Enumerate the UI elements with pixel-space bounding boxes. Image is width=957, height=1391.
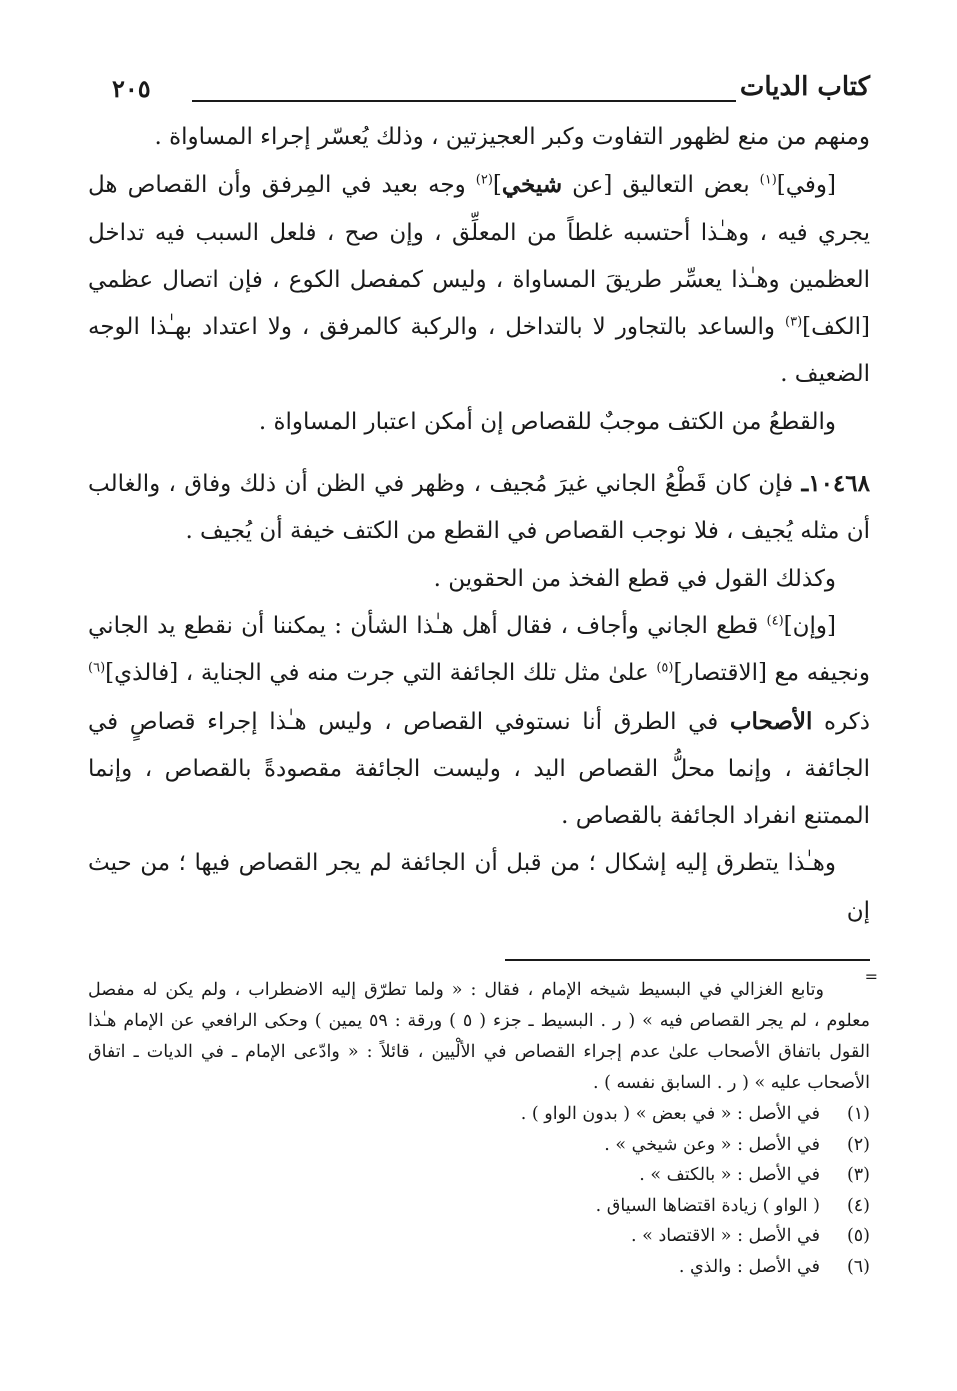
main-text: [88, 114, 870, 935]
text-run: ومنهم من منع لظهور التفاوت وكبر العجيزتين ، وذلك يُعسّر إجراء المساواة .: [154, 124, 870, 150]
footnote-number: (١): [846, 1104, 870, 1125]
bold-text: شيخي: [501, 171, 563, 199]
footnote-separator: [505, 959, 870, 961]
text-run: ذكره: [812, 708, 870, 735]
text-run: [وإن]: [783, 612, 836, 639]
footnote-continuation: [88, 967, 878, 1099]
paragraph-p6: [88, 603, 870, 840]
footnote-text: في الأصل : « وعن شيخي » .: [604, 1134, 820, 1155]
footnote-number: (٦): [846, 1257, 870, 1278]
footnote-number: (٤): [846, 1195, 870, 1216]
footnote-ref: (٤): [766, 613, 784, 629]
footnote-item: [88, 1099, 870, 1130]
footnote-item: [88, 1160, 870, 1191]
footnote-item: [88, 1130, 870, 1161]
footnote-number: (٥): [846, 1226, 870, 1247]
text-run: [وفي]: [776, 172, 836, 199]
page-header: [88, 72, 870, 114]
text-run: وهـٰذا يتطرق إليه إشكال ؛ من قبل أن الجائفة لم يجر القصاص فيها ؛ من حيث إن: [88, 850, 870, 924]
footnote-text: في الأصل : « بالكتف » .: [639, 1165, 820, 1186]
footnote-text: ( الواو ) زيادة اقتضاها السياق .: [595, 1195, 820, 1216]
text-run: بعض التعاليق [عن: [562, 172, 760, 199]
continuation-mark: =: [864, 967, 878, 987]
text-run: علىٰ مثل تلك الجائفة التي جرت منه في الجناية ، [فالذي]: [105, 660, 657, 687]
book-title: كتاب الديات: [739, 72, 870, 102]
footnote-ref: (٢): [475, 172, 493, 188]
text-run: وكذلك القول في قطع الفخذ من الحقوين .: [433, 565, 836, 592]
footnote-ref: (٥): [656, 660, 674, 676]
paragraph-p5: [88, 556, 870, 603]
footnote-item: [88, 1221, 870, 1252]
bold-text: الأصحاب: [729, 707, 813, 735]
footnote-ref: (١): [759, 172, 777, 188]
footnote-ref: (٣): [785, 314, 803, 330]
footnote-text: في الأصل : « الاقتصاد » .: [631, 1226, 820, 1247]
text-run: وجه بعيد في المِرفق وأن القصاص هل يجري فيه ، وهـٰذا أحتسبه غلطاً من المعلِّق ، وإن صح ، فلعل السبب فيه تداخل العظمين وهـٰذا يعسِّر طريقَ المساواة ، وليس كمفصل الكوع ، فإن اتصال عظمي [الكف]: [88, 172, 870, 341]
text-run: ]: [492, 172, 502, 199]
footnote-ref: (٦): [88, 660, 106, 676]
footnote-item: [88, 1191, 870, 1222]
paragraph-p1: [88, 114, 870, 161]
footnote-text: في الأصل : « في بعض » ( بدون الواو ) .: [520, 1104, 820, 1125]
footnote-list: [88, 1099, 870, 1283]
paragraph-p2: [88, 161, 870, 398]
text-run: فإن كان قَطْعُ الجاني غيرَ مُجيف ، وظهر في الظن أن ذلك وفاق ، والغالب أن مثله يُجيف ، فلا نوجب القصاص في القطع من الكتف خيفة أن يُجيف .: [88, 471, 870, 545]
text-run: والقطعُ من الكتف موجبٌ للقصاص إن أمكن اعتبار المساواة .: [258, 408, 836, 435]
text-run: في الطرق أنا نستوفي القصاص ، وليس هـٰذا إجراء قصاصٍ في الجائفة ، وإنما محلُّ القصاص اليد ، وليست الجائفة مقصودةً بالقصاص ، وإنما الممتنع انفراد الجائفة بالقصاص .: [88, 708, 870, 830]
footnote-continuation-text: وتابع الغزالي في البسيط شيخه الإمام ، فقال : « ولما تطرّق إليه الاضطراب ، ولم يكن له مفصل معلوم ، لم يجر القصاص فيه » ( ر . البسيط ـ جزء ( ٥ ) ورقة : ٥٩ يمين ) وحكى الرافعي عن الإمام هـٰذا القول باتفاق الأصحاب علىٰ عدم إجراء القصاص في الألْيين ، قائلاً : « وادّعى الإمام ـ في الديات ـ اتفاق الأصحاب عليه » ( ر . السابق نفسه ) .: [88, 980, 870, 1094]
book-page: [88, 72, 878, 1283]
text-run: قطع الجاني وأجاف ، فقال أهل هـٰذا الشأن : يمكننا أن نقطع يد الجاني ونجيفه مع [الاقتصار]: [88, 612, 870, 687]
footnote-number: (٣): [846, 1165, 870, 1186]
text-run: والساعد بالتجاور لا بالتداخل ، والركبة كالمرفق ، ولا اعتداد بهـٰذا الوجه الضعيف .: [88, 314, 870, 388]
paragraph-p3: [88, 399, 870, 446]
footnote-number: (٢): [846, 1134, 870, 1155]
bold-text: ١٠٤٦٨ـ: [801, 470, 870, 498]
page-number: ٢٠٥: [112, 74, 151, 103]
paragraph-p4: [88, 460, 870, 556]
footnote-item: [88, 1252, 870, 1283]
paragraph-p7: [88, 840, 870, 935]
footnote-text: في الأصل : والذي .: [678, 1257, 820, 1278]
header-rule: [192, 100, 736, 102]
